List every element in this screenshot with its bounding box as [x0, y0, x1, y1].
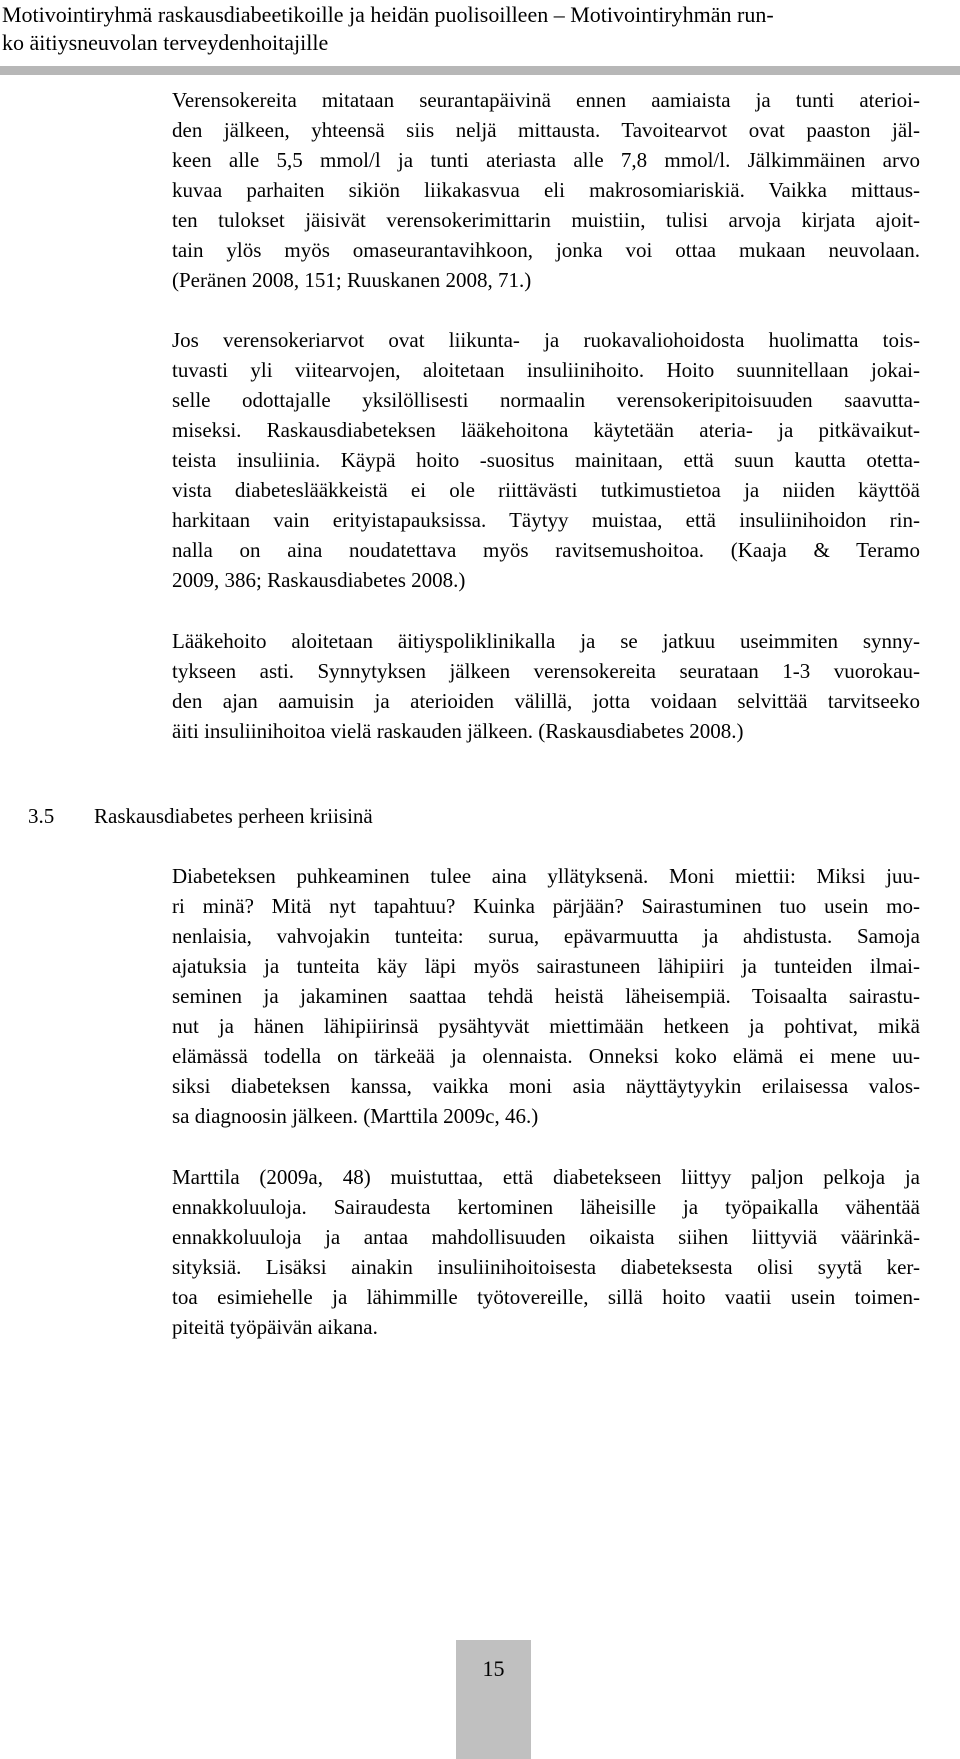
text-line: äiti insuliinihoitoa vielä raskauden jälkeen. (Raskausdiabetes 2008.) [172, 719, 744, 743]
text-line: selle odottajalle yksilöllisesti normaalin verensokeripitoisuuden saavutta- [172, 388, 920, 412]
text-line: den ajan aamuisin ja aterioiden välillä, jotta voidaan selvittää tarvitseeko [172, 689, 920, 713]
header-line: ko äitiysneuvolan terveydenhoitajille [2, 30, 329, 55]
text-line: keen alle 5,5 mmol/l ja tunti ateriasta alle 7,8 mmol/l. Jälkimmäinen arvo [172, 148, 920, 172]
text-line: Marttila (2009a, 48) muistuttaa, että diabetekseen liittyy paljon pelkoja ja [172, 1165, 920, 1189]
header-rule [0, 66, 960, 75]
text-line: teista insuliinia. Käypä hoito -suositus mainitaan, että suun kautta otetta- [172, 448, 920, 472]
text-line: kuvaa parhaiten sikiön liikakasvua eli makrosomiariskiä. Vaikka mittaus- [172, 178, 920, 202]
text-line: ten tulokset jäisivät verensokerimittarin muistiin, tulisi arvoja kirjata ajoit- [172, 208, 920, 232]
text-line: Diabeteksen puhkeaminen tulee aina yllätyksenä. Moni miettii: Miksi juu- [172, 864, 920, 888]
text-line: Lääkehoito aloitetaan äitiyspoliklinikalla ja se jatkuu useimmiten synny- [172, 629, 920, 653]
text-line: nenlaisia, vahvojakin tunteita: surua, epävarmuutta ja ahdistusta. Samoja [172, 924, 920, 948]
text-line: ri minä? Mitä nyt tapahtuu? Kuinka pärjään? Sairastuminen tuo usein mo- [172, 894, 920, 918]
text-line: harkitaan vain erityistapauksissa. Täytyy muistaa, että insuliinihoidon rin- [172, 508, 920, 532]
section-number: 3.5 [28, 804, 55, 828]
text-line: nalla on aina noudatettava myös ravitsemushoitoa. (Kaaja & Teramo [172, 538, 920, 562]
text-line: Verensokereita mitataan seurantapäivinä ennen aamiaista ja tunti aterioi- [172, 88, 920, 112]
text-line: piteitä työpäivän aikana. [172, 1315, 378, 1339]
text-line: tuvasti yli viitearvojen, aloitetaan insuliinihoito. Hoito suunnitellaan jokai- [172, 358, 920, 382]
text-line: ajatuksia ja tunteita käy läpi myös sairastuneen lähipiiri ja tunteiden ilmai- [172, 954, 920, 978]
text-line: seminen ja jakaminen saattaa tehdä heistä läheisempiä. Toisaalta sairastu- [172, 984, 920, 1008]
text-line: tain ylös myös omaseurantavihkoon, jonka voi ottaa mukaan neuvolaan. [172, 238, 920, 262]
page-number: 15 [482, 1656, 505, 1681]
text-line: den jälkeen, yhteensä siis neljä mittausta. Tavoitearvot ovat paaston jäl- [172, 118, 920, 142]
text-line: ennakkoluuloja ja antaa mahdollisuuden oikaista siihen liittyviä väärinkä- [172, 1225, 920, 1249]
text-line: 2009, 386; Raskausdiabetes 2008.) [172, 568, 466, 592]
text-line: elämässä todella on tärkeää ja olennaista. Onneksi koko elämä ei mene uu- [172, 1044, 920, 1068]
text-line: vista diabeteslääkkeistä ei ole riittävästi tutkimustietoa ja niiden käyttöä [172, 478, 920, 502]
text-line: nut ja hänen lähipiirinsä pysähtyvät miettimään hetkeen ja pohtivat, mikä [172, 1014, 920, 1038]
text-line: sa diagnoosin jälkeen. (Marttila 2009c, 46.) [172, 1104, 539, 1128]
section-title: Raskausdiabetes perheen kriisinä [94, 804, 373, 828]
text-line: Jos verensokeriarvot ovat liikunta- ja ruokavaliohoidosta huolimatta tois- [172, 328, 920, 352]
text-line: miseksi. Raskausdiabeteksen lääkehoitona käytetään ateria- ja pitkävaikut- [172, 418, 920, 442]
page-number-box [456, 1640, 531, 1759]
text-line: siksi diabeteksen kanssa, vaikka moni asia näyttäytyykin erilaisessa valos- [172, 1074, 920, 1098]
header-line: Motivointiryhmä raskausdiabeetikoille ja heidän puolisoilleen – Motivointiryhmän run- [2, 2, 774, 27]
text-line: ennakkoluuloja. Sairaudesta kertominen läheisille ja työpaikalla vähentää [172, 1195, 920, 1219]
text-line: (Peränen 2008, 151; Ruuskanen 2008, 71.) [172, 268, 532, 292]
text-line: sityksiä. Lisäksi ainakin insuliinihoitoisesta diabeteksesta olisi syytä ker- [172, 1255, 920, 1279]
text-line: toa esimiehelle ja lähimmille työtovereille, sillä hoito vaatii usein toimen- [172, 1285, 920, 1309]
text-line: tykseen asti. Synnytyksen jälkeen verensokereita seurataan 1-3 vuorokau- [172, 659, 920, 683]
